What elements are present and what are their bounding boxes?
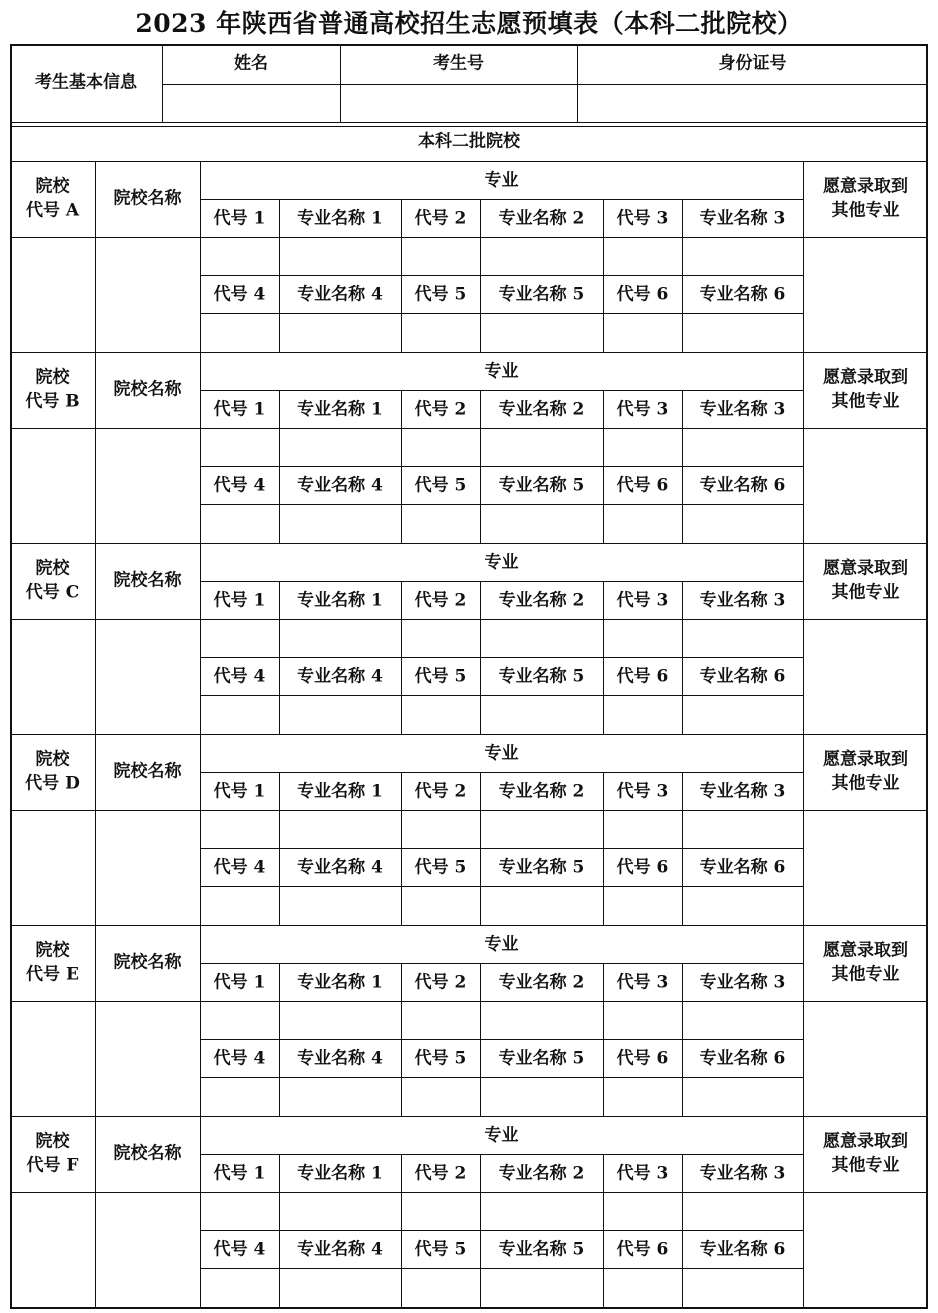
major-code-header: 代号 1 xyxy=(213,590,266,611)
major-header-line xyxy=(200,772,803,773)
willing-label-line2: 其他专业 xyxy=(831,1155,900,1176)
school-code-label-line1: 院校 xyxy=(35,940,70,961)
block-bottom xyxy=(10,352,928,353)
row-line xyxy=(200,466,803,467)
school-code-label-line2: 代号 E xyxy=(26,964,79,985)
major-code-header: 代号 2 xyxy=(414,972,467,993)
major-code-input[interactable] xyxy=(201,429,278,465)
school-name-label: 院校名称 xyxy=(113,570,182,591)
major-name-header: 专业名称 1 xyxy=(297,590,383,611)
major-code-input[interactable] xyxy=(201,620,278,656)
major-name-input[interactable] xyxy=(683,314,802,351)
major-code-input[interactable] xyxy=(604,1269,681,1306)
major-header-line xyxy=(200,963,803,964)
exam-number-column-header: 考生号 xyxy=(433,53,484,74)
major-code-header: 代号 2 xyxy=(414,1163,467,1184)
id-number-column-header: 身份证号 xyxy=(718,53,787,74)
major-name-input[interactable] xyxy=(481,620,602,656)
major-name-header: 专业名称 4 xyxy=(297,1239,383,1260)
block-bottom xyxy=(10,925,928,926)
school-name-input[interactable] xyxy=(96,429,199,542)
willing-input[interactable] xyxy=(804,238,927,351)
major-code-header: 代号 6 xyxy=(616,475,669,496)
major-name-input[interactable] xyxy=(683,1002,802,1038)
major-name-header: 专业名称 6 xyxy=(699,1048,786,1069)
major-code-header: 代号 3 xyxy=(616,972,669,993)
major-header-line xyxy=(200,390,803,391)
willing-label-line1: 愿意录取到 xyxy=(823,749,908,770)
school-code-input[interactable] xyxy=(11,811,94,924)
major-name-header: 专业名称 5 xyxy=(498,284,585,305)
school-code-label-line1: 院校 xyxy=(35,1131,70,1152)
major-code-header: 代号 6 xyxy=(616,666,669,687)
name-input[interactable] xyxy=(163,85,339,121)
basic-info-bottom xyxy=(10,122,928,123)
willing-input[interactable] xyxy=(804,811,927,924)
major-code-input[interactable] xyxy=(402,1078,479,1115)
major-code-input[interactable] xyxy=(402,811,479,847)
major-name-input[interactable] xyxy=(683,811,802,847)
major-code-input[interactable] xyxy=(402,1269,479,1306)
major-name-input[interactable] xyxy=(280,887,400,924)
row-line xyxy=(200,848,803,849)
major-code-header: 代号 5 xyxy=(414,857,467,878)
major-code-input[interactable] xyxy=(201,314,278,351)
school-name-label: 院校名称 xyxy=(113,952,182,973)
willing-label-line2: 其他专业 xyxy=(831,391,900,412)
major-code-header: 代号 4 xyxy=(213,666,266,687)
school-code-input[interactable] xyxy=(11,429,94,542)
major-name-header: 专业名称 1 xyxy=(297,972,383,993)
major-code-header: 代号 2 xyxy=(414,781,467,802)
major-header: 专业 xyxy=(484,1125,519,1146)
major-code-input[interactable] xyxy=(201,1078,278,1115)
major-header: 专业 xyxy=(484,552,519,573)
major-code-header: 代号 4 xyxy=(213,1048,266,1069)
major-code-header: 代号 2 xyxy=(414,590,467,611)
block-bottom xyxy=(10,1116,928,1117)
willing-label-line1: 愿意录取到 xyxy=(823,940,908,961)
id-number-input[interactable] xyxy=(578,85,927,121)
major-code-input[interactable] xyxy=(402,314,479,351)
major-name-header: 专业名称 6 xyxy=(699,284,786,305)
major-name-input[interactable] xyxy=(280,1193,400,1229)
major-name-input[interactable] xyxy=(280,505,400,542)
major-name-input[interactable] xyxy=(481,811,602,847)
major-name-header: 专业名称 2 xyxy=(498,1163,585,1184)
major-name-header: 专业名称 3 xyxy=(699,781,786,802)
major-name-header: 专业名称 1 xyxy=(297,1163,383,1184)
major-code-input[interactable] xyxy=(402,887,479,924)
major-code-input[interactable] xyxy=(201,1002,278,1038)
major-name-header: 专业名称 3 xyxy=(699,972,786,993)
major-code-header: 代号 3 xyxy=(616,1163,669,1184)
school-name-input[interactable] xyxy=(96,1002,199,1115)
school-code-input[interactable] xyxy=(11,238,94,351)
major-name-input[interactable] xyxy=(280,429,400,465)
willing-input[interactable] xyxy=(804,1002,927,1115)
major-name-input[interactable] xyxy=(280,811,400,847)
major-header-line xyxy=(200,1154,803,1155)
school-name-label: 院校名称 xyxy=(113,761,182,782)
major-code-input[interactable] xyxy=(604,696,681,733)
major-name-input[interactable] xyxy=(683,238,802,274)
major-code-header: 代号 1 xyxy=(213,1163,266,1184)
major-name-input[interactable] xyxy=(280,1269,400,1306)
major-name-input[interactable] xyxy=(683,429,802,465)
major-code-input[interactable] xyxy=(604,811,681,847)
major-name-input[interactable] xyxy=(683,696,802,733)
major-code-header: 代号 5 xyxy=(414,1048,467,1069)
major-code-header: 代号 3 xyxy=(616,208,669,229)
major-name-header: 专业名称 2 xyxy=(498,972,585,993)
major-name-input[interactable] xyxy=(280,696,400,733)
row-line xyxy=(200,1230,803,1231)
major-code-header: 代号 1 xyxy=(213,972,266,993)
major-code-header: 代号 4 xyxy=(213,857,266,878)
major-name-header: 专业名称 1 xyxy=(297,208,383,229)
school-code-label-line1: 院校 xyxy=(35,367,70,388)
section-title-bottom xyxy=(10,161,928,162)
major-name-input[interactable] xyxy=(280,1002,400,1038)
major-name-header: 专业名称 5 xyxy=(498,857,585,878)
major-name-header: 专业名称 3 xyxy=(699,208,786,229)
major-name-header: 专业名称 2 xyxy=(498,208,585,229)
block-bottom xyxy=(10,734,928,735)
major-code-input[interactable] xyxy=(201,238,278,274)
school-code-input[interactable] xyxy=(11,1002,94,1115)
major-name-header: 专业名称 2 xyxy=(498,781,585,802)
major-code-input[interactable] xyxy=(604,887,681,924)
major-name-input[interactable] xyxy=(280,1078,400,1115)
school-code-label-line1: 院校 xyxy=(35,176,70,197)
school-code-label-line1: 院校 xyxy=(35,558,70,579)
major-name-input[interactable] xyxy=(683,620,802,656)
major-code-input[interactable] xyxy=(201,1269,278,1306)
major-code-input[interactable] xyxy=(604,314,681,351)
willing-label-line2: 其他专业 xyxy=(831,964,900,985)
major-name-header: 专业名称 3 xyxy=(699,399,786,420)
basic-info-double-line xyxy=(10,126,928,127)
major-code-input[interactable] xyxy=(604,1078,681,1115)
willing-label-line1: 愿意录取到 xyxy=(823,1131,908,1152)
willing-label-line1: 愿意录取到 xyxy=(823,176,908,197)
row-line xyxy=(200,275,803,276)
major-code-input[interactable] xyxy=(201,887,278,924)
major-name-header: 专业名称 5 xyxy=(498,666,585,687)
willing-input[interactable] xyxy=(804,1193,927,1306)
major-name-header: 专业名称 5 xyxy=(498,1048,585,1069)
school-code-label-line2: 代号 C xyxy=(25,582,80,603)
major-code-input[interactable] xyxy=(604,1193,681,1229)
school-name-input[interactable] xyxy=(96,238,199,351)
school-name-input[interactable] xyxy=(96,811,199,924)
major-code-header: 代号 5 xyxy=(414,475,467,496)
major-name-input[interactable] xyxy=(683,1193,802,1229)
willing-label-line2: 其他专业 xyxy=(831,200,900,221)
school-name-label: 院校名称 xyxy=(113,188,182,209)
major-code-input[interactable] xyxy=(402,696,479,733)
willing-label-line2: 其他专业 xyxy=(831,773,900,794)
major-code-input[interactable] xyxy=(402,505,479,542)
major-header: 专业 xyxy=(484,361,519,382)
major-name-input[interactable] xyxy=(481,696,602,733)
school-name-label: 院校名称 xyxy=(113,1143,182,1164)
row-line xyxy=(200,1039,803,1040)
major-name-header: 专业名称 2 xyxy=(498,590,585,611)
major-code-input[interactable] xyxy=(604,505,681,542)
major-name-input[interactable] xyxy=(280,620,400,656)
major-name-header: 专业名称 3 xyxy=(699,590,786,611)
major-code-input[interactable] xyxy=(604,620,681,656)
major-code-input[interactable] xyxy=(201,811,278,847)
major-code-header: 代号 6 xyxy=(616,1048,669,1069)
major-name-input[interactable] xyxy=(481,887,602,924)
exam-number-input[interactable] xyxy=(341,85,576,121)
willing-label-line1: 愿意录取到 xyxy=(823,367,908,388)
school-code-label-line2: 代号 F xyxy=(26,1155,79,1176)
major-header-line xyxy=(200,199,803,200)
major-code-input[interactable] xyxy=(402,238,479,274)
basic-info-label: 考生基本信息 xyxy=(35,72,137,93)
major-code-input[interactable] xyxy=(201,696,278,733)
school-code-input[interactable] xyxy=(11,620,94,733)
school-code-label-line1: 院校 xyxy=(35,749,70,770)
major-code-input[interactable] xyxy=(402,1193,479,1229)
major-name-input[interactable] xyxy=(481,429,602,465)
major-name-header: 专业名称 6 xyxy=(699,666,786,687)
major-name-header: 专业名称 6 xyxy=(699,1239,786,1260)
major-name-input[interactable] xyxy=(683,1269,802,1306)
major-name-input[interactable] xyxy=(481,1269,602,1306)
major-name-header: 专业名称 2 xyxy=(498,399,585,420)
major-code-input[interactable] xyxy=(402,1002,479,1038)
major-code-input[interactable] xyxy=(604,238,681,274)
section-title: 本科二批院校 xyxy=(418,131,520,152)
major-code-header: 代号 1 xyxy=(213,399,266,420)
major-name-header: 专业名称 6 xyxy=(699,475,786,496)
major-code-header: 代号 3 xyxy=(616,590,669,611)
major-name-header: 专业名称 4 xyxy=(297,475,383,496)
major-code-header: 代号 2 xyxy=(414,208,467,229)
major-code-input[interactable] xyxy=(604,429,681,465)
major-code-header: 代号 5 xyxy=(414,1239,467,1260)
willing-input[interactable] xyxy=(804,620,927,733)
major-name-header: 专业名称 4 xyxy=(297,857,383,878)
major-name-input[interactable] xyxy=(280,238,400,274)
major-name-input[interactable] xyxy=(481,505,602,542)
major-name-input[interactable] xyxy=(481,1002,602,1038)
major-name-input[interactable] xyxy=(280,314,400,351)
row-line xyxy=(200,657,803,658)
major-name-header: 专业名称 4 xyxy=(297,1048,383,1069)
major-code-input[interactable] xyxy=(201,505,278,542)
major-name-input[interactable] xyxy=(683,505,802,542)
major-code-header: 代号 4 xyxy=(213,475,266,496)
major-name-header: 专业名称 3 xyxy=(699,1163,786,1184)
school-code-input[interactable] xyxy=(11,1193,94,1306)
school-code-label-line2: 代号 B xyxy=(25,391,80,412)
major-name-header: 专业名称 4 xyxy=(297,666,383,687)
major-name-input[interactable] xyxy=(481,1078,602,1115)
major-name-input[interactable] xyxy=(481,1193,602,1229)
major-name-input[interactable] xyxy=(683,1078,802,1115)
school-name-input[interactable] xyxy=(96,1193,199,1306)
school-code-label-line2: 代号 A xyxy=(25,200,80,221)
major-name-header: 专业名称 5 xyxy=(498,1239,585,1260)
school-name-label: 院校名称 xyxy=(113,379,182,400)
major-name-header: 专业名称 1 xyxy=(297,781,383,802)
major-name-input[interactable] xyxy=(481,238,602,274)
major-code-header: 代号 4 xyxy=(213,284,266,305)
major-code-header: 代号 1 xyxy=(213,208,266,229)
major-code-input[interactable] xyxy=(604,1002,681,1038)
major-name-header: 专业名称 4 xyxy=(297,284,383,305)
block-bottom xyxy=(10,543,928,544)
name-column-header: 姓名 xyxy=(234,53,268,74)
major-name-header: 专业名称 6 xyxy=(699,857,786,878)
major-code-header: 代号 5 xyxy=(414,284,467,305)
form-title: 2023 年陕西省普通高校招生志愿预填表（本科二批院校） xyxy=(135,9,803,38)
major-header: 专业 xyxy=(484,170,519,191)
major-code-header: 代号 5 xyxy=(414,666,467,687)
willing-label-line1: 愿意录取到 xyxy=(823,558,908,579)
major-code-input[interactable] xyxy=(402,620,479,656)
major-code-input[interactable] xyxy=(201,1193,278,1229)
major-name-header: 专业名称 5 xyxy=(498,475,585,496)
major-code-header: 代号 6 xyxy=(616,857,669,878)
school-name-input[interactable] xyxy=(96,620,199,733)
willing-input[interactable] xyxy=(804,429,927,542)
major-code-header: 代号 3 xyxy=(616,399,669,420)
major-code-header: 代号 6 xyxy=(616,1239,669,1260)
willing-label-line2: 其他专业 xyxy=(831,582,900,603)
school-code-label-line2: 代号 D xyxy=(25,773,80,794)
major-name-input[interactable] xyxy=(683,887,802,924)
major-code-input[interactable] xyxy=(402,429,479,465)
major-header: 专业 xyxy=(484,934,519,955)
major-name-input[interactable] xyxy=(481,314,602,351)
major-code-header: 代号 4 xyxy=(213,1239,266,1260)
major-code-header: 代号 6 xyxy=(616,284,669,305)
major-header: 专业 xyxy=(484,743,519,764)
major-name-header: 专业名称 1 xyxy=(297,399,383,420)
major-code-header: 代号 1 xyxy=(213,781,266,802)
major-header-line xyxy=(200,581,803,582)
major-code-header: 代号 2 xyxy=(414,399,467,420)
major-code-header: 代号 3 xyxy=(616,781,669,802)
